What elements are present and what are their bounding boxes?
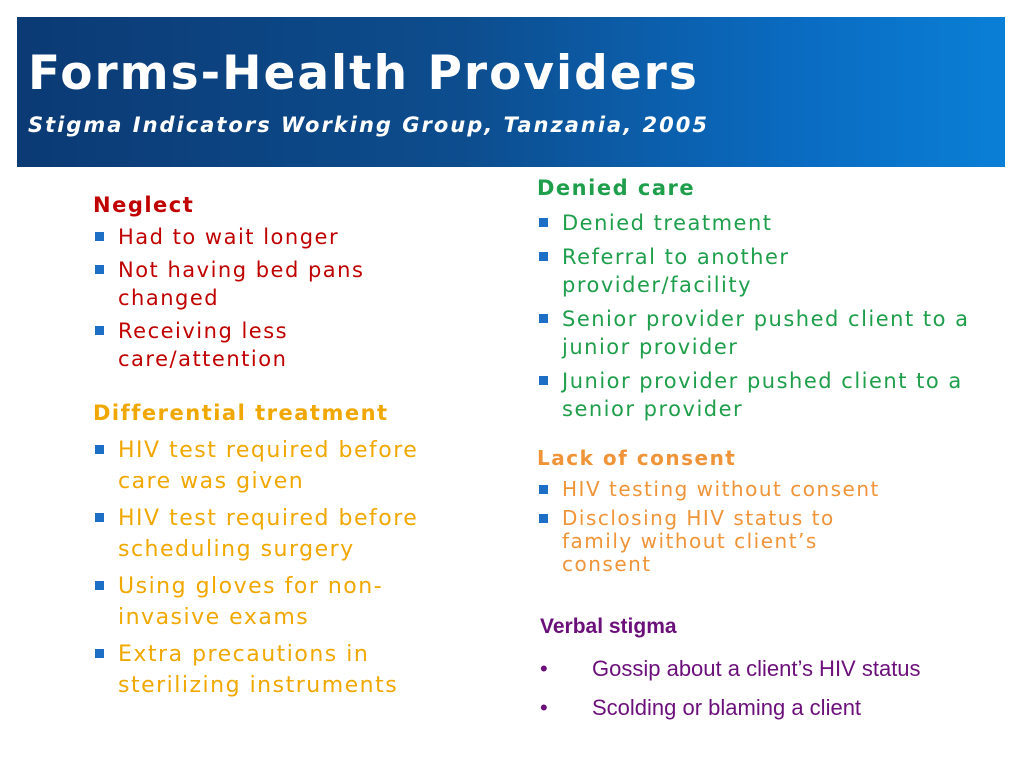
list-item-text: Not having bed pans changed <box>118 258 365 310</box>
list-item <box>537 478 927 501</box>
title-banner <box>17 17 1005 167</box>
square-bullet-icon <box>95 232 104 241</box>
differential-treatment-heading: Differential treatment <box>93 401 389 425</box>
list-item <box>93 435 453 497</box>
list-item-text: HIV testing without consent <box>562 477 880 501</box>
slide-subtitle: Stigma Indicators Working Group, Tanzania, 2005 <box>28 113 709 137</box>
round-bullet-icon: • <box>540 656 548 681</box>
verbal-stigma-heading: Verbal stigma <box>540 615 677 638</box>
verbal-stigma-list <box>540 653 960 723</box>
neglect-list <box>93 223 423 373</box>
lack-of-consent-list <box>537 478 927 576</box>
list-item <box>537 243 832 299</box>
list-item <box>93 256 423 312</box>
lack-of-consent-heading: Lack of consent <box>537 446 737 470</box>
list-item <box>540 692 960 723</box>
square-bullet-icon <box>539 376 548 385</box>
list-item <box>540 653 922 684</box>
list-item <box>537 305 1002 361</box>
list-item-text: Referral to another provider/facility <box>562 245 790 297</box>
verbal-stigma-section <box>540 615 960 731</box>
list-item <box>93 317 423 373</box>
square-bullet-icon <box>539 218 548 227</box>
list-item-text: Extra precautions in sterilizing instruments <box>118 642 399 698</box>
differential-treatment-list <box>93 435 453 701</box>
square-bullet-icon <box>95 445 104 454</box>
square-bullet-icon <box>95 581 104 590</box>
list-item-text: Senior provider pushed client to a junior provider <box>562 307 970 359</box>
list-item <box>537 209 1017 237</box>
square-bullet-icon <box>95 326 104 335</box>
neglect-heading: Neglect <box>93 193 195 217</box>
list-item-text: Gossip about a client’s HIV status <box>592 656 921 681</box>
list-item-text: Receiving less care/attention <box>118 319 289 371</box>
list-item-text: Had to wait longer <box>118 225 340 249</box>
square-bullet-icon <box>95 265 104 274</box>
list-item <box>537 367 1024 423</box>
list-item-text: Using gloves for non-invasive exams <box>118 574 384 630</box>
round-bullet-icon: • <box>540 695 548 720</box>
denied-care-section <box>537 176 1017 429</box>
square-bullet-icon <box>95 513 104 522</box>
list-item-text: HIV test required before care was given <box>118 438 419 494</box>
list-item-text: Scolding or blaming a client <box>592 695 862 720</box>
square-bullet-icon <box>539 514 548 523</box>
square-bullet-icon <box>539 314 548 323</box>
list-item <box>93 223 423 251</box>
list-item <box>537 507 882 576</box>
denied-care-list <box>537 209 1017 423</box>
slide-title: Forms-Health Providers <box>28 46 699 101</box>
list-item-text: HIV test required before scheduling surgery <box>118 506 419 562</box>
denied-care-heading: Denied care <box>537 176 696 200</box>
list-item <box>93 503 453 565</box>
square-bullet-icon <box>539 252 548 261</box>
square-bullet-icon <box>539 485 548 494</box>
list-item-text: Junior provider pushed client to a senior provider <box>562 369 963 421</box>
list-item-text: Denied treatment <box>562 211 773 235</box>
differential-treatment-section <box>93 401 453 707</box>
list-item <box>93 571 453 633</box>
list-item-text: Disclosing HIV status to family without client’s consent <box>562 506 835 576</box>
list-item <box>93 639 453 701</box>
neglect-section <box>93 193 423 378</box>
lack-of-consent-section <box>537 446 927 582</box>
square-bullet-icon <box>95 649 104 658</box>
